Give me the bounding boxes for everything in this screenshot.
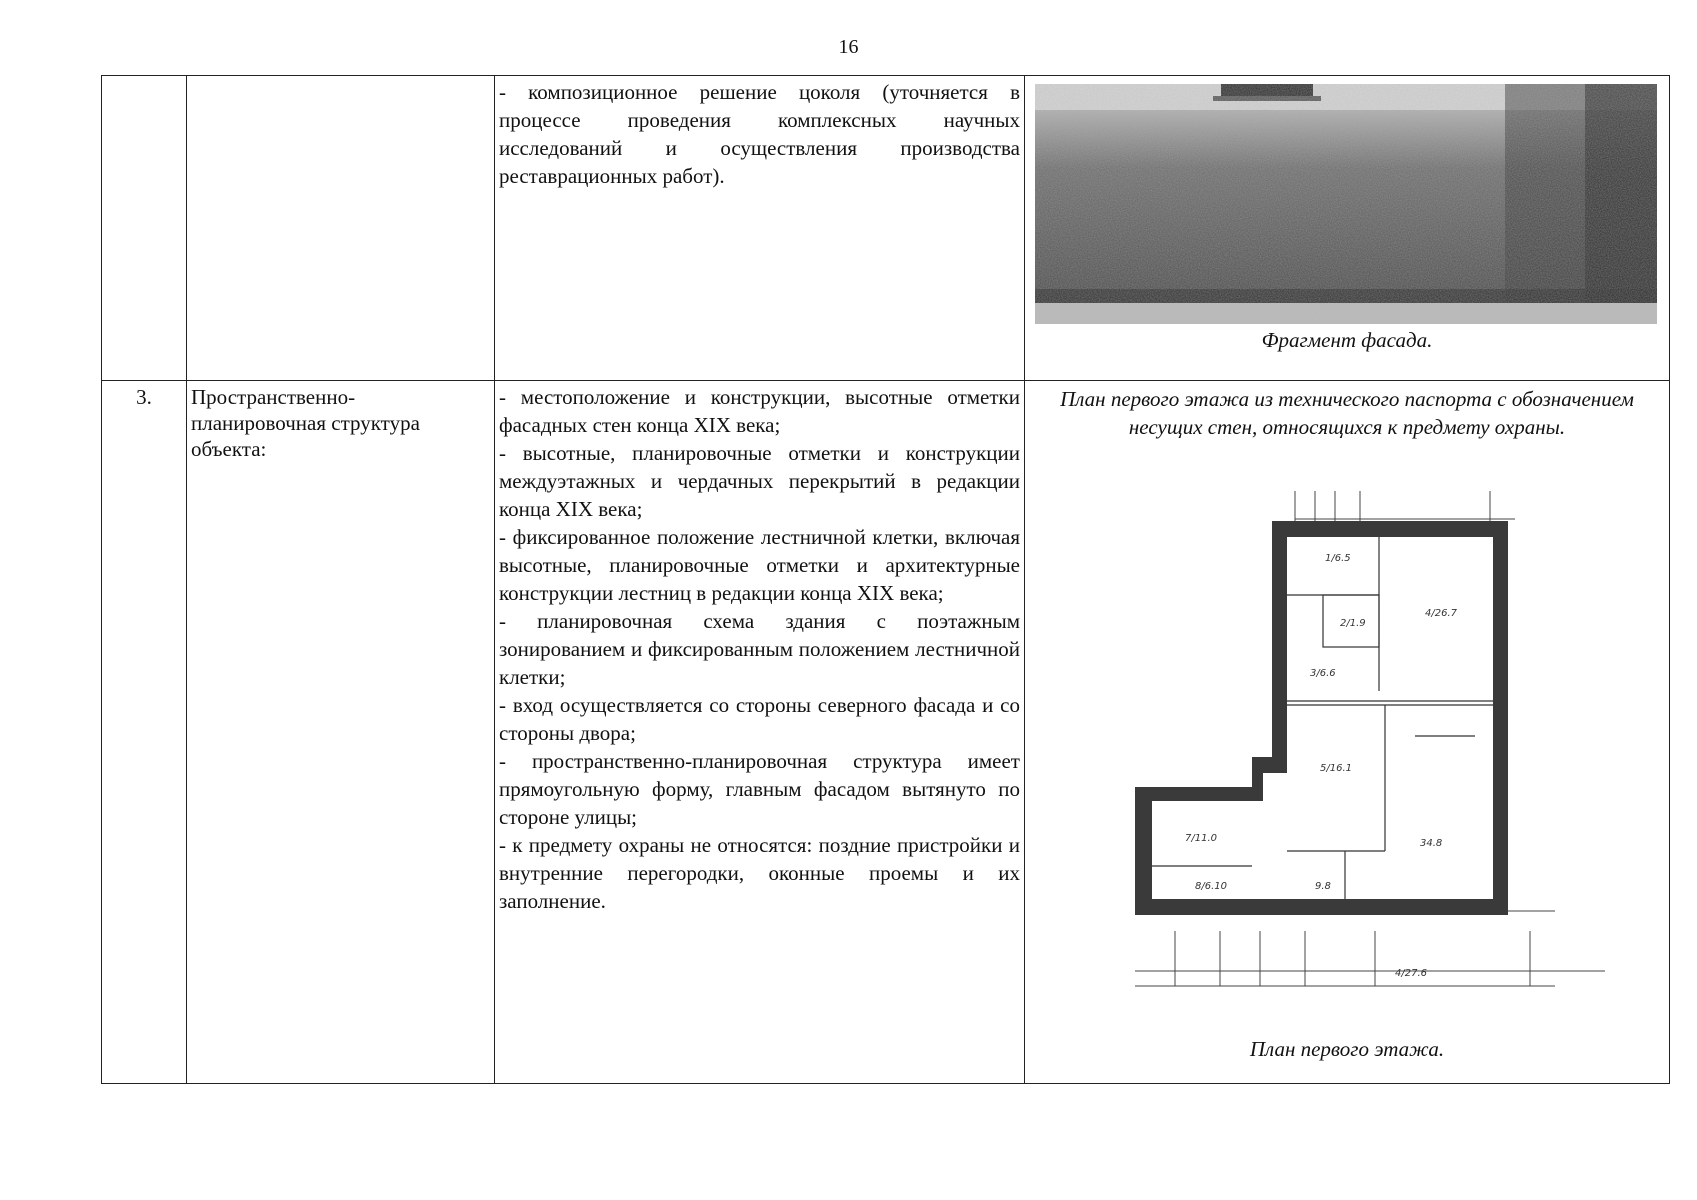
requirement-item: - высотные, планировочные отметки и конструкции междуэтажных и чердачных перекрытий в редакции конца XIX века; bbox=[499, 441, 1020, 521]
row-name bbox=[187, 76, 495, 381]
photo-caption: Фрагмент фасада. bbox=[1261, 328, 1433, 352]
svg-text:34.8: 34.8 bbox=[1420, 838, 1443, 849]
row-number: 3. bbox=[102, 381, 187, 1084]
row-number bbox=[102, 76, 187, 381]
image-cell bbox=[1025, 381, 1670, 1084]
table-row bbox=[102, 381, 1670, 1084]
table-row bbox=[102, 76, 1670, 381]
row-name: Пространственно-планировочная структура объекта: bbox=[187, 381, 495, 1084]
requirement-item: - планировочная схема здания с поэтажным зонированием и фиксированным положением лестничной клетки; bbox=[499, 609, 1020, 689]
facade-photo bbox=[1035, 84, 1657, 324]
svg-text:2/1.9: 2/1.9 bbox=[1340, 618, 1366, 629]
page-number: 16 bbox=[838, 36, 859, 58]
plan-caption: План первого этажа. bbox=[1249, 1037, 1445, 1061]
svg-text:3/6.6: 3/6.6 bbox=[1310, 668, 1336, 679]
row-requirements bbox=[495, 381, 1025, 1084]
svg-text:4/26.7: 4/26.7 bbox=[1425, 608, 1457, 619]
svg-text:5/16.1: 5/16.1 bbox=[1320, 763, 1352, 774]
svg-text:1/6.5: 1/6.5 bbox=[1325, 553, 1351, 564]
svg-text:9.8: 9.8 bbox=[1315, 881, 1331, 892]
image-cell bbox=[1025, 76, 1670, 381]
requirement-item: - пространственно-планировочная структура имеет прямоугольную форму, главным фасадом вытянуто по стороне улицы; bbox=[499, 749, 1020, 829]
svg-text:7/11.0: 7/11.0 bbox=[1185, 833, 1217, 844]
protection-subject-table bbox=[101, 75, 1670, 1084]
plan-title: План первого этажа из технического паспорта с обозначением несущих стен, относящихся к предмету охраны. bbox=[1060, 387, 1634, 439]
requirement-item: - местоположение и конструкции, высотные отметки фасадных стен конца XIX века; bbox=[499, 385, 1020, 437]
floor-plan-drawing bbox=[1135, 491, 1605, 1036]
svg-text:8/6.10: 8/6.10 bbox=[1195, 881, 1227, 892]
svg-text:4/27.6: 4/27.6 bbox=[1395, 968, 1427, 979]
requirement-item: - фиксированное положение лестничной клетки, включая высотные, планировочные отметки и архитектурные конструкции лестниц в редакции конца XIX века; bbox=[499, 525, 1020, 605]
row-requirements bbox=[495, 76, 1025, 381]
requirement-item: - вход осуществляется со стороны северного фасада и со стороны двора; bbox=[499, 693, 1020, 745]
requirement-item: - композиционное решение цоколя (уточняется в процессе проведения комплексных научных исследований и осуществления производства реставрационных работ). bbox=[499, 80, 1020, 188]
requirement-item: - к предмету охраны не относятся: поздние пристройки и внутренние перегородки, оконные проемы и их заполнение. bbox=[499, 833, 1020, 913]
